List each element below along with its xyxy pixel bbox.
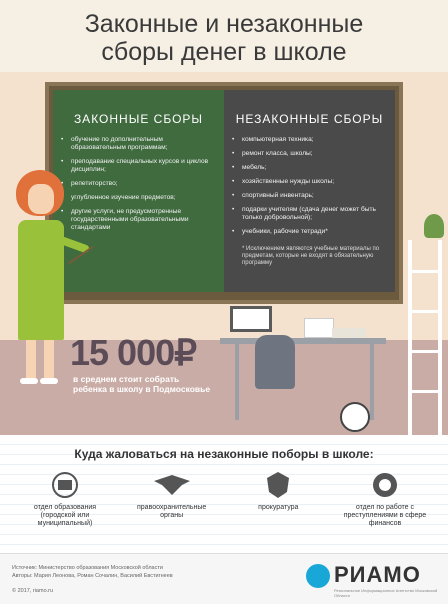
illegal-fee-item: • учебники, рабочие тетради* [232,228,387,236]
legal-fee-item: • другие услуги, не предусмотренные государственными образовательными стандартами [61,208,216,232]
illegal-fee-item: • спортивный инвентарь; [232,192,387,200]
authorities-list [20,470,430,528]
footer [0,553,448,604]
page-title [0,10,448,66]
legal-fee-item: • репетиторство; [61,180,216,188]
ladder-icon [404,240,448,440]
monitor-icon [230,306,272,332]
illegal-fees-footnote: * Исключением являются учебные материалы по предметам, которые не входят в обязательную программу [242,246,380,266]
authority-label: правоохранительные органы [137,504,207,519]
illegal-fees-panel [224,90,395,292]
legal-fee-item: • обучение по дополнительным образовательным программам; [61,136,216,152]
illegal-fee-item: • хозяйственные нужды школы; [232,178,387,186]
legal-fee-item: • углубленное изучение предметов; [61,194,216,202]
illegal-fee-item: • ремонт класса, школы; [232,150,387,158]
legal-fees-heading: ЗАКОННЫЕ СБОРЫ [73,112,204,126]
desk-icon [220,338,386,344]
illegal-fees-heading: НЕЗАКОННЫЕ СБОРЫ [235,112,384,126]
illegal-fees-list [232,136,387,236]
title-line-2: сборы денег в школе [101,38,347,66]
chalkboard [45,82,403,304]
prosecutor-emblem-icon [258,470,298,500]
complaint-section [0,435,448,553]
financial-crimes-emblem-icon [365,470,405,500]
gift-box-icon [304,318,334,338]
authority-label: отдел по работе с преступлениями в сфере финансов [343,504,427,527]
title-line-1: Законные и незаконные [84,10,364,38]
soccer-ball-icon [340,402,370,432]
riamo-logo-icon [306,564,330,588]
legal-fee-item: • преподавание специальных курсов и циклов дисциплин; [61,158,216,174]
police-emblem-icon [152,470,192,500]
logo-text: РИАМО [334,562,421,587]
logo-subtitle: Региональное Информационное Агентство Московской Области [334,588,438,598]
authority-label: прокуратура [258,504,299,511]
complaint-title: Куда жаловаться на незаконные поборы в школе: [74,447,374,461]
riamo-logo[interactable] [306,562,436,602]
authority-item [340,470,430,528]
stat-caption: в среднем стоит собрать ребенка в школу в Подмосковье [73,374,211,394]
education-department-icon [45,470,85,500]
source-credits [12,564,252,580]
illegal-fee-item: • подарки учителям (сдача денег может быть только добровольной); [232,206,387,222]
authority-label: отдел образования (городской или муниципальный) [33,504,97,527]
illegal-fee-item: • компьютерная техника; [232,136,387,144]
plant-icon [424,214,444,238]
chair-icon [255,335,295,389]
authority-item [233,470,323,528]
illegal-fee-item: • мебель; [232,164,387,172]
authority-item [127,470,217,528]
copyright: © 2017, riamo.ru [12,588,54,594]
stat-value: 15 000₽ [70,332,197,373]
source-text: Источник: Министерство образования Московской области [12,565,163,571]
authors-text: Авторы: Мария Леонова, Роман Сочалин, Василий Евстигнеев [12,573,173,579]
authority-item [20,470,110,528]
